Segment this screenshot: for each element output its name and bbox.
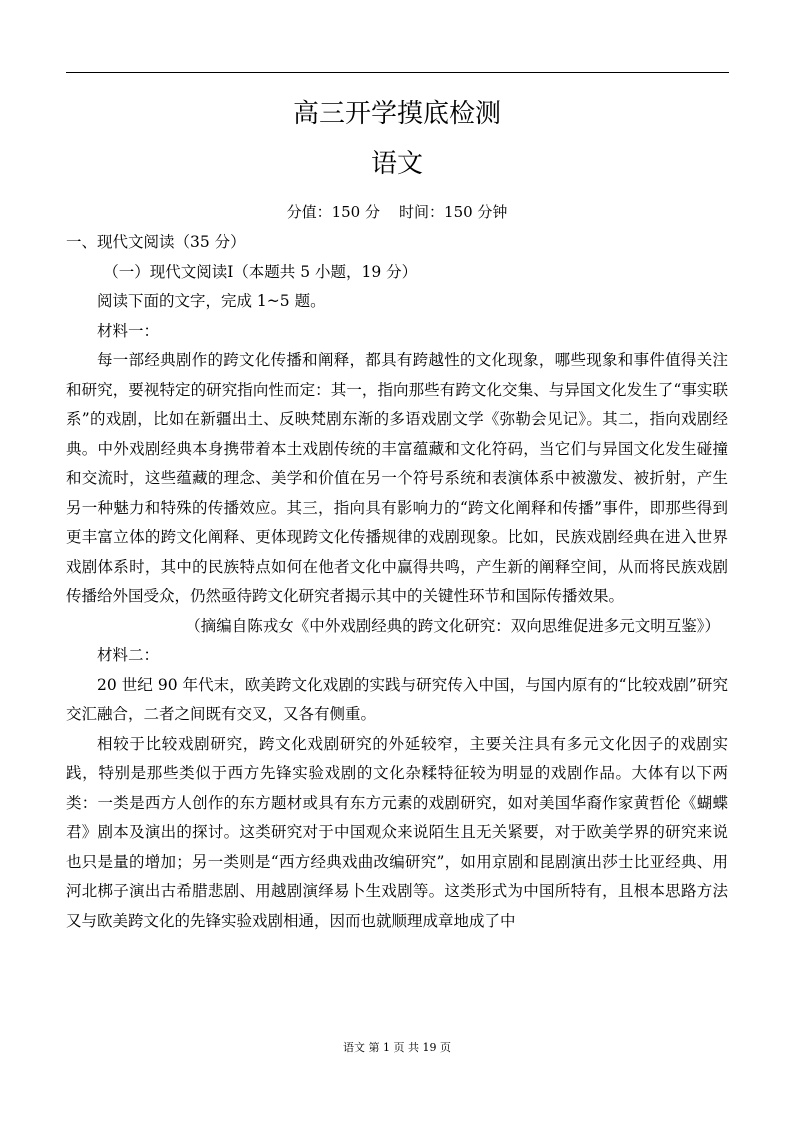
subsection-heading: （一）现代文阅读Ⅰ（本题共 5 小题，19 分） [103, 262, 418, 281]
section-heading: 一、现代文阅读（35 分） [66, 233, 246, 251]
reading-instruction: 阅读下面的文字，完成 1~5 题。 [97, 292, 326, 310]
document-body [66, 228, 728, 936]
material-1-citation: （摘编自陈戎女《中外戏剧经典的跨文化研究：双向思维促进多元文明互鉴》） [185, 616, 720, 635]
exam-title: 高三开学摸底检测 [292, 99, 501, 129]
subject-title: 语文 [370, 149, 423, 179]
material-1-paragraph: 每一部经典剧作的跨文化传播和阐释，都具有跨越性的文化现象，哪些现象和事件值得关注和研究，要视特定的研究指向性而定：其一，指向那些有跨文化交集、与异国文化发生了“事实联系”的戏剧，比如在新疆出土、反映梵剧东渐的多语戏剧文学《弥勒会见记》。其二，指向戏剧经典。中外戏剧经典本身携带着本土戏剧传统的丰富蕴藏和文化符码，当它们与异国文化发生碰撞和交流时，这些蕴藏的理念、美学和价值在另一个符号系统和表演体系中被激发、被折射，产生另一种魅力和特殊的传播效应。其三，指向具有影响力的“跨文化阐释和传播”事件，即那些得到更丰富立体的跨文化阐释、更体现跨文化传播规律的戏剧现象。比如，民族戏剧经典在进入世界戏剧体系时，其中的民族特点如何在他者文化中赢得共鸣，产生新的阐释空间，从而将民族戏剧传播给外国受众，仍然亟待跨文化研究者揭示其中的关键性环节和国际传播效果。 [66, 351, 728, 605]
material-2-paragraph-2: 相较于比较戏剧研究，跨文化戏剧研究的外延较窄，主要关注具有多元文化因子的戏剧实践，特别是那些类似于西方先锋实验戏剧的文化杂糅特征较为明显的戏剧作品。大体有以下两类：一类是西方人创作的东方题材或具有东方元素的戏剧研究，如对美国华裔作家黄哲伦《蝴蝶君》剧本及演出的探讨。这类研究对于中国观众来说陌生且无关紧要，对于欧美学界的研究来说也只是量的增加；另一类则是“西方经典戏曲改编研究”，如用京剧和昆剧演出莎士比亚经典、用河北梆子演出古希腊悲剧、用越剧演绎易卜生戏剧等。这类形式为中国所特有，且根本思路方法又与欧美跨文化的先锋实验戏剧相通，因而也就顺理成章地成了中 [66, 734, 728, 930]
score-time-info: 分值：150 分 时间：150 分钟 [286, 203, 508, 221]
page-footer: 语文 第 1 页 共 19 页 [343, 1041, 451, 1054]
material-2-label: 材料二： [97, 646, 160, 664]
top-rule [66, 72, 729, 73]
material-1-label: 材料一： [97, 321, 160, 340]
material-2-paragraph-1: 20 世纪 90 年代末，欧美跨文化戏剧的实践与研究传入中国，与国内原有的“比较戏剧”研究交汇融合，二者之间既有交叉，又各有侧重。 [66, 675, 728, 723]
